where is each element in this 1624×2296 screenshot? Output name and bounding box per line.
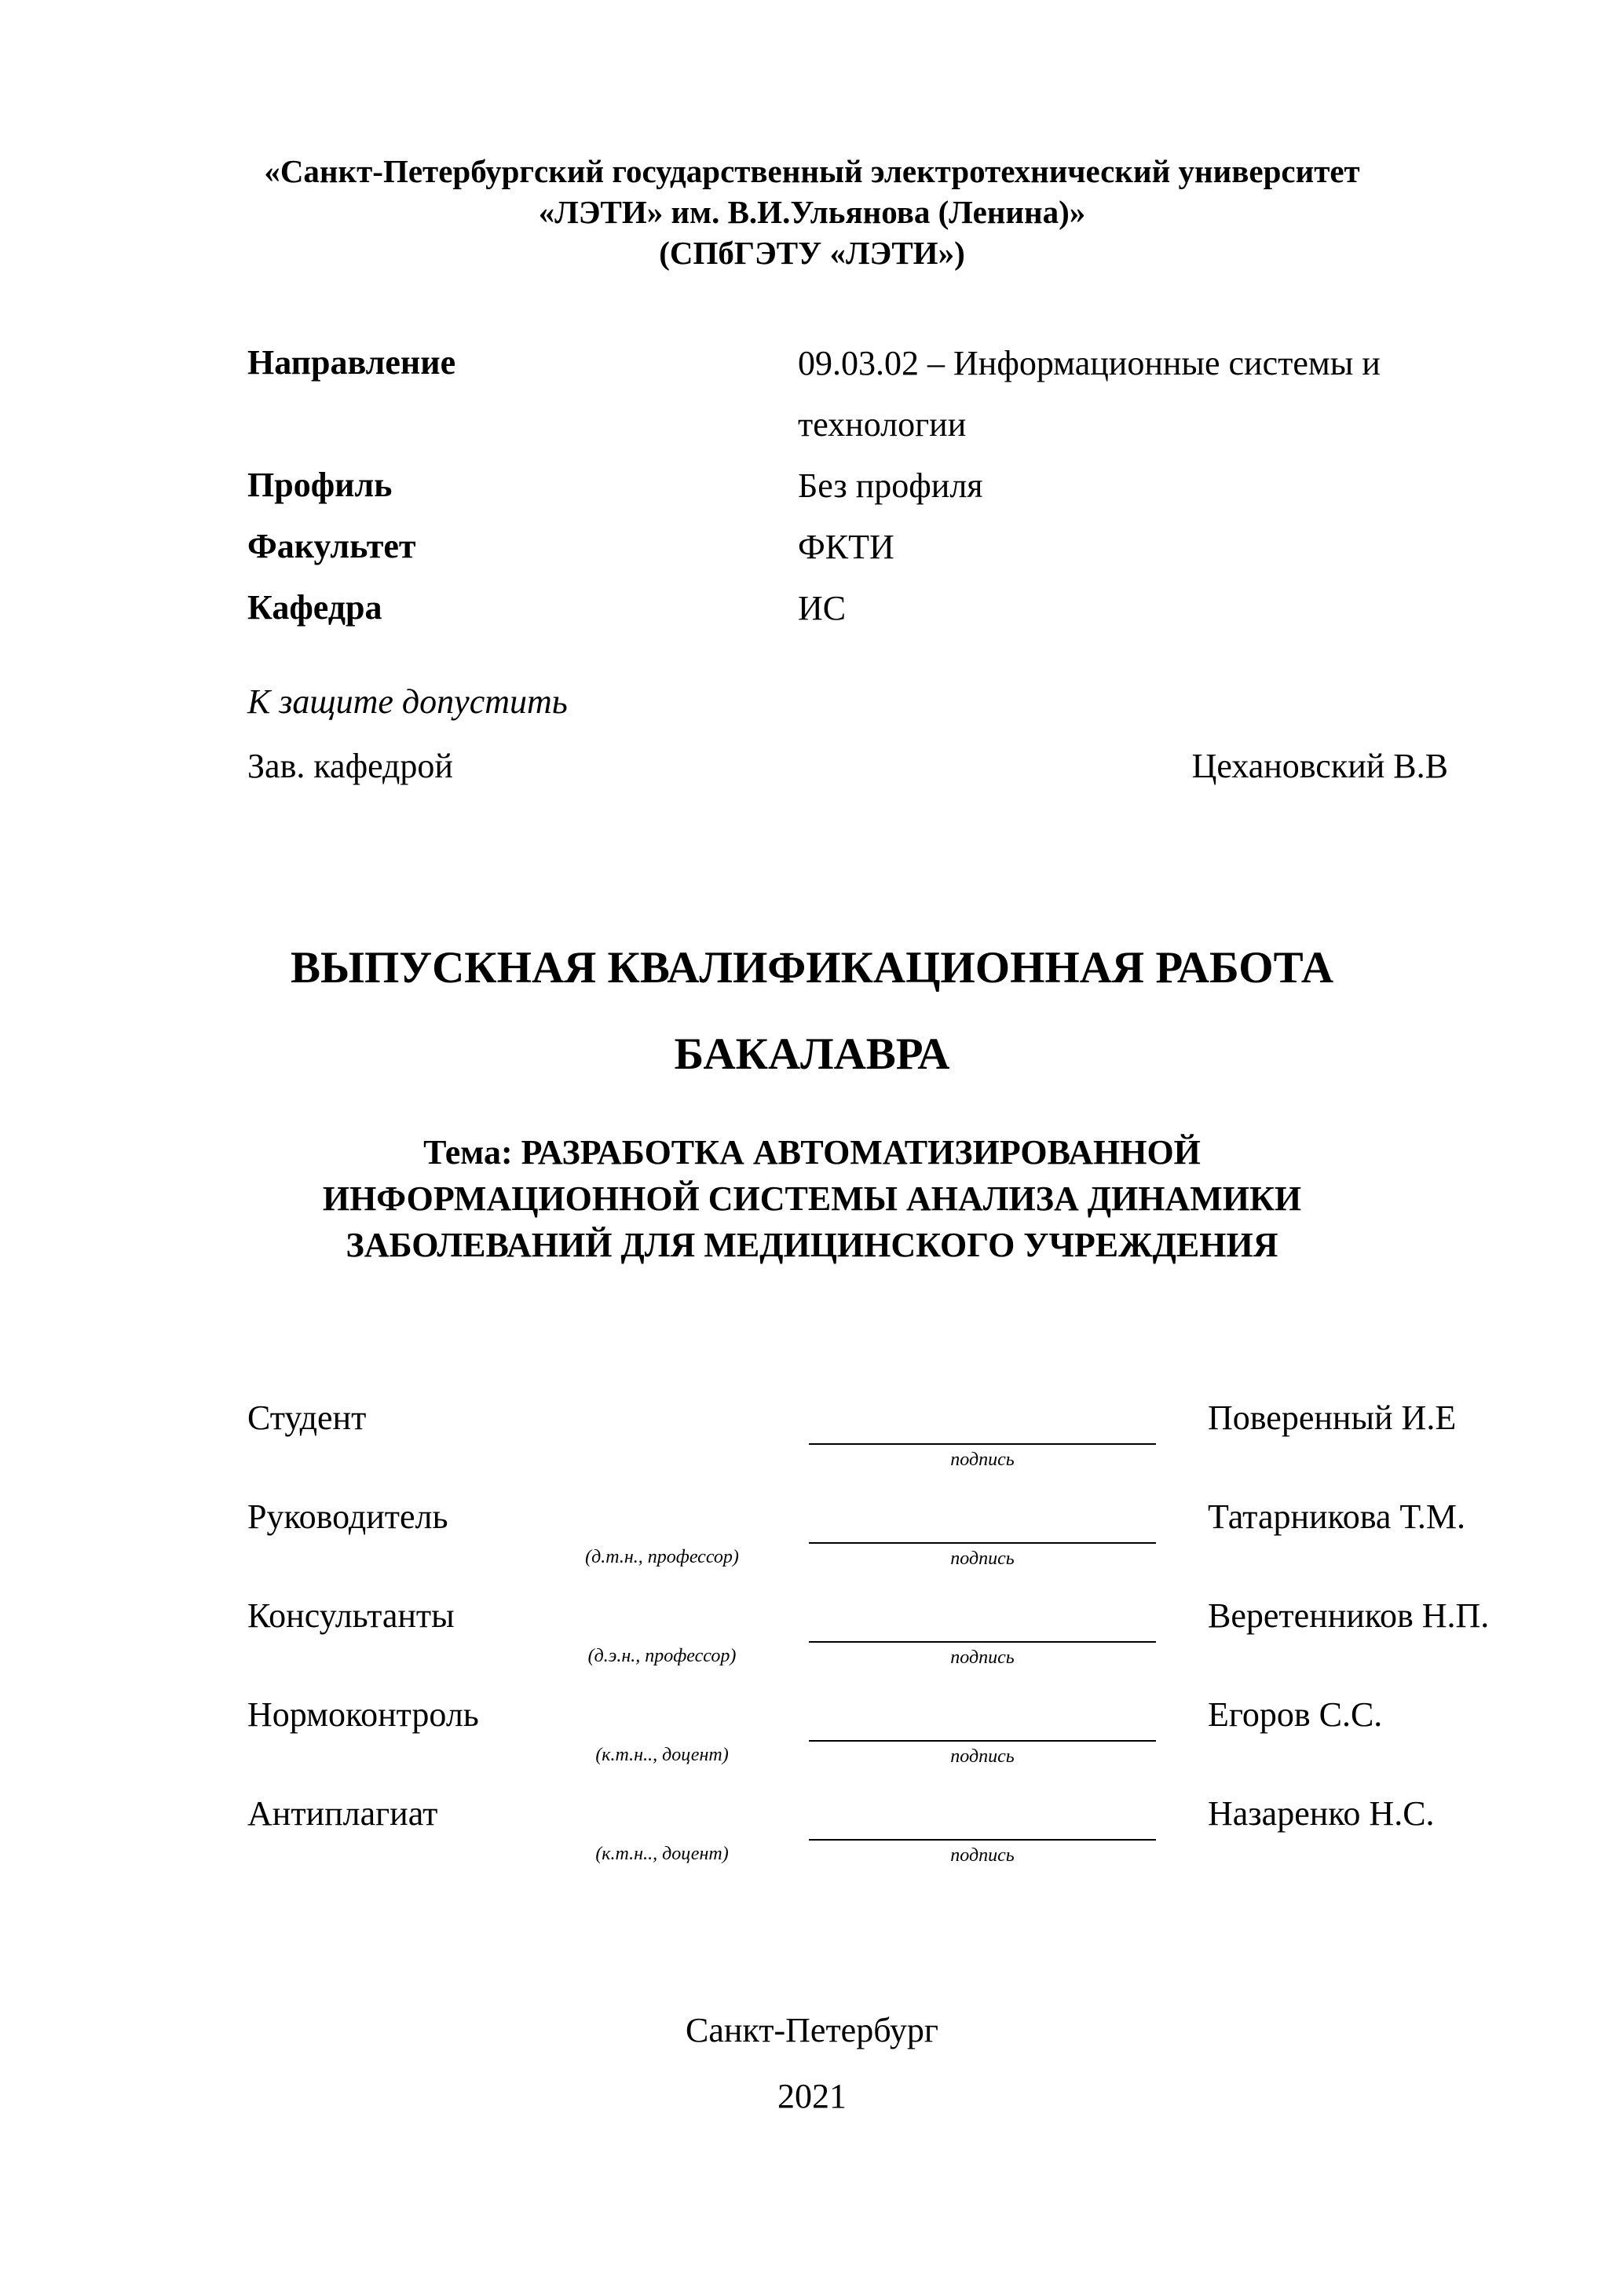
work-topic-line2: ИНФОРМАЦИОННОЙ СИСТЕМЫ АНАЛИЗА ДИНАМИКИ [322,1179,1302,1218]
signature-caption: подпись [950,1647,1015,1668]
work-title-line1: ВЫПУСКНАЯ КВАЛИФИКАЦИОННАЯ РАБОТА [290,943,1333,993]
signature-caption: подпись [950,1845,1015,1866]
work-topic-line3: ЗАБОЛЕВАНИЙ ДЛЯ МЕДИЦИНСКОГО УЧРЕЖДЕНИЯ [346,1226,1278,1264]
signatory-name: Егоров С.С. [1208,1695,1383,1734]
direction-value-line2: технологии [798,405,967,444]
signature-role: Консультанты [247,1596,455,1635]
faculty-label: Факультет [247,527,416,565]
signature-role: Студент [247,1398,367,1437]
signatory-degree: (д.т.н., профессор) [585,1547,739,1567]
university-header [0,151,1624,273]
university-name-line1: «Санкт-Петербургский государственный электротехнический университет [264,153,1360,189]
department-value: ИС [798,589,847,627]
work-title [0,925,1624,1098]
university-name-line2: «ЛЭТИ» им. В.И.Ульянова (Ленина)» [538,194,1086,230]
department-label: Кафедра [247,588,382,627]
signature-role: Руководитель [247,1497,448,1536]
year: 2021 [777,2077,847,2115]
profile-value: Без профиля [798,466,983,505]
signature-role: Антиплагиат [247,1794,438,1833]
signature-line [809,1542,1156,1544]
signatory-degree: (к.т.н.., доцент) [595,1844,729,1864]
signature-role: Нормоконтроль [247,1695,479,1734]
signature-line [809,1740,1156,1742]
head-of-department-label: Зав. кафедрой [247,747,453,785]
signature-caption: подпись [950,1548,1015,1569]
faculty-value: ФКТИ [798,528,894,566]
head-of-department-name: Цехановский В.В [1191,747,1448,785]
profile-label: Профиль [247,466,393,504]
work-topic [0,1129,1624,1268]
work-title-line2: БАКАЛАВРА [674,1029,950,1079]
signature-line [809,1641,1156,1643]
signature-line [809,1839,1156,1841]
city-name: Санкт-Петербург [686,2011,938,2049]
signature-caption: подпись [950,1450,1015,1470]
university-abbreviation: (СПбГЭТУ «ЛЭТИ») [659,235,965,271]
signatory-name: Веретенников Н.П. [1208,1596,1490,1635]
signature-caption: подпись [950,1746,1015,1767]
signatory-name: Поверенный И.Е [1208,1398,1457,1437]
signatory-degree: (к.т.н.., доцент) [595,1745,729,1765]
signature-line [809,1443,1156,1445]
direction-value-line1: 09.03.02 – Информационные системы и [798,344,1381,382]
signatory-name: Назаренко Н.С. [1208,1794,1435,1833]
admit-to-defense-text: К защите допустить [247,682,568,721]
signatory-name: Татарникова Т.М. [1208,1497,1466,1536]
direction-label: Направление [247,343,456,382]
signatory-degree: (д.э.н., профессор) [587,1646,737,1666]
work-topic-line1: Тема: РАЗРАБОТКА АВТОМАТИЗИРОВАННОЙ [423,1133,1201,1172]
